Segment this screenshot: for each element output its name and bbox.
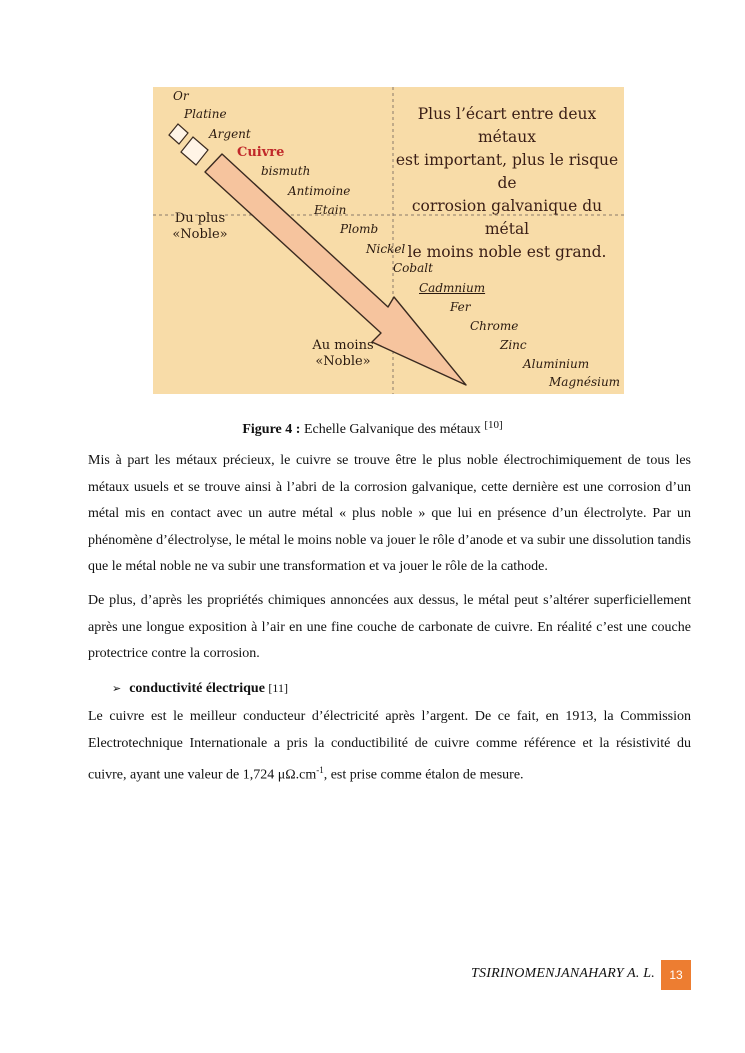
conductivity-text: Le cuivre est le meilleur conducteur d’électricité après l’argent. De ce fait, en 1913, la Commission Electrotechnique Internationale a pris la conductibilité de cuivre comme référence et la résistivité du cuivre, ayant une valeur de 1,724 μΩ.cm	[88, 709, 691, 783]
footer-author: TSIRINOMENJANAHARY A. L.	[471, 966, 655, 981]
bullet-arrow-icon: ➢	[112, 682, 122, 695]
unit-exponent: -1	[316, 765, 324, 775]
metal-cobalt: Cobalt	[393, 261, 433, 275]
paragraph-chemical-properties: De plus, d’après les propriétés chimiques annoncées aux dessus, le métal peut s’altérer superficiellement après une longue exposition à l’air en une fine couche de carbonate de cuivre. En réalité c’est une couche protectrice contre la corrosion.	[88, 593, 691, 661]
caption-text: Echelle Galvanique des métaux	[300, 422, 485, 437]
label-line: Du plus	[174, 211, 226, 226]
label-most-noble	[169, 211, 231, 243]
metal-platine: Platine	[184, 107, 227, 121]
metal-or: Or	[173, 89, 189, 103]
metal-magnesium: Magnésium	[549, 375, 621, 389]
label-line: «Noble»	[315, 354, 371, 369]
section-reference: [11]	[268, 681, 288, 695]
label-least-noble	[311, 338, 375, 370]
note-line: est important, plus le risque de	[395, 151, 619, 192]
metal-aluminium: Aluminium	[523, 357, 590, 371]
caption-reference: [10]	[484, 419, 503, 431]
metal-zinc: Zinc	[500, 338, 527, 352]
section-heading-conductivity	[112, 678, 288, 699]
label-line: «Noble»	[172, 227, 228, 242]
arrow-tail-segment-2	[181, 137, 208, 165]
galvanic-note	[391, 103, 623, 264]
metal-cadmnium: Cadmnium	[419, 281, 486, 295]
section-title: conductivité électrique	[129, 681, 265, 696]
metal-fer: Fer	[450, 300, 471, 314]
note-line: Plus l’écart entre deux métaux	[417, 105, 597, 146]
caption-label: Figure 4 :	[242, 422, 301, 437]
label-line: Au moins	[312, 338, 374, 353]
metal-nickel: Nickel	[366, 242, 406, 256]
paragraph-conductivity	[88, 704, 691, 789]
arrow-tail-segment-1	[169, 124, 188, 144]
note-line: le moins noble est grand.	[407, 243, 607, 261]
paragraph-galvanic-corrosion: Mis à part les métaux précieux, le cuivre se trouve être le plus noble électrochimiquement de tous les métaux usuels et se trouve ainsi à l’abri de la corrosion galvanique, cette dernière est une corrosion d’un métal mis en contact avec un autre métal « plus noble » que lui en présence d’un électrolyte. Par un phénomène d’électrolyse, le métal le moins noble va jouer le rôle d’anode et va subir une dissolution tandis que le métal noble ne va subir une transformation et va jouer le rôle de la cathode.	[88, 453, 691, 574]
metal-cuivre: Cuivre	[237, 145, 285, 160]
metal-argent: Argent	[209, 127, 251, 141]
metal-plomb: Plomb	[340, 222, 379, 236]
galvanic-scale-figure	[153, 87, 624, 394]
metal-antimoine: Antimoine	[288, 184, 351, 198]
note-line: corrosion galvanique du métal	[411, 197, 603, 238]
metal-chrome: Chrome	[470, 319, 519, 333]
metal-bismuth: bismuth	[261, 164, 311, 178]
conductivity-text-end: , est prise comme étalon de mesure.	[323, 767, 524, 783]
metal-etain: Etain	[314, 203, 347, 217]
page-number: 13	[661, 960, 691, 990]
figure-caption	[0, 419, 745, 438]
